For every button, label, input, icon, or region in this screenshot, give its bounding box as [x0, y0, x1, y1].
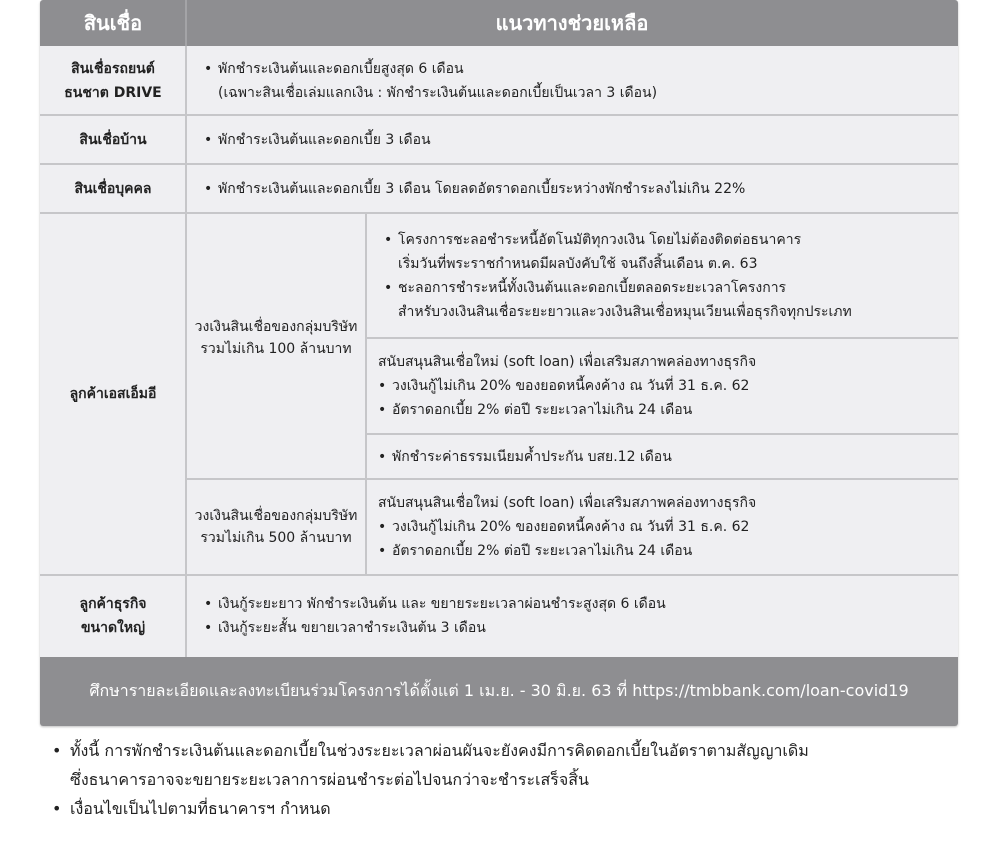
guideline-text: วงเงินกู้ไม่เกิน 20% ของยอดหนี้คงค้าง ณ วันที่ 31 ธ.ค. 62 — [392, 378, 750, 394]
category-line: สินเชื่อรถยนต์ — [71, 60, 155, 77]
header-loan: สินเชื่อ — [40, 0, 186, 46]
guideline-personal-loan — [186, 164, 958, 213]
category-line: ลูกค้าธุรกิจ — [79, 596, 147, 612]
category-personal-loan: สินเชื่อบุคคล — [40, 164, 186, 213]
bullet-icon: • — [378, 543, 387, 559]
bullet-icon: • — [378, 378, 387, 394]
note-text: ทั้งนี้ การพักชำระเงินต้นและดอกเบี้ยในช่วงระยะเวลาผ่อนผันจะยังคงมีการคิดดอกเบี้ยในอัตราตามสัญญาเดิม — [70, 741, 809, 760]
category-corporate — [40, 575, 186, 657]
bullet-icon: • — [204, 180, 213, 197]
guideline-text: พักชำระค่าธรรมเนียมค้ำประกัน บสย.12 เดือน — [392, 448, 672, 465]
guideline-text: เงินกู้ระยะยาว พักชำระเงินต้น และ ขยายระยะเวลาผ่อนชำระสูงสุด 6 เดือน — [218, 596, 666, 612]
guideline-text: สนับสนุนสินเชื่อใหม่ (soft loan) เพื่อเสริมสภาพคล่องทางธุรกิจ — [378, 354, 757, 370]
guideline-text: พักชำระเงินต้นและดอกเบี้ย 3 เดือน โดยลดอัตราดอกเบี้ยระหว่างพักชำระลงไม่เกิน 22% — [218, 180, 746, 197]
bullet-icon: • — [204, 131, 213, 148]
guideline-text: สนับสนุนสินเชื่อใหม่ (soft loan) เพื่อเสริมสภาพคล่องทางธุรกิจ — [378, 495, 757, 511]
registration-banner: ศึกษารายละเอียดและลงทะเบียนร่วมโครงการได้ตั้งแต่ 1 เม.ย. - 30 มิ.ย. 63 ที่ https://tmbbank.com/loan-covid19 — [40, 657, 958, 726]
guideline-text: สำหรับวงเงินสินเชื่อระยะยาวและวงเงินสินเชื่อหมุนเวียนเพื่อธุรกิจทุกประเภท — [398, 303, 852, 320]
group-label: รวมไม่เกิน 100 ล้านบาท — [200, 341, 352, 357]
sme-100m-debt-deferral — [366, 213, 958, 338]
guideline-car-loan — [186, 46, 958, 115]
guideline-text: อัตราดอกเบี้ย 2% ต่อปี ระยะเวลาไม่เกิน 24 เดือน — [392, 543, 693, 559]
category-line: ขนาดใหญ่ — [80, 620, 146, 636]
guideline-text: เริ่มวันที่พระราชกำหนดมีผลบังคับใช้ จนถึงสิ้นเดือน ต.ค. 63 — [398, 255, 758, 272]
bullet-icon: • — [378, 519, 387, 535]
bullet-icon: • — [52, 741, 62, 760]
guideline-text: โครงการชะลอชำระหนี้อัตโนมัติทุกวงเงิน โดยไม่ต้องติดต่อธนาคาร — [398, 231, 802, 248]
sme-100m-soft-loan — [366, 338, 958, 434]
bullet-icon: • — [204, 620, 213, 636]
loan-relief-table — [40, 0, 958, 726]
guideline-text: เงินกู้ระยะสั้น ขยายเวลาชำระเงินต้น 3 เดือน — [218, 620, 486, 636]
category-line: ธนชาต DRIVE — [64, 84, 162, 101]
guideline-text: พักชำระเงินต้นและดอกเบี้ยสูงสุด 6 เดือน — [218, 60, 464, 77]
bullet-icon: • — [378, 402, 387, 418]
sme-group-100m — [186, 213, 366, 479]
guideline-text: วงเงินกู้ไม่เกิน 20% ของยอดหนี้คงค้าง ณ วันที่ 31 ธ.ค. 62 — [392, 519, 750, 535]
guideline-text: อัตราดอกเบี้ย 2% ต่อปี ระยะเวลาไม่เกิน 24 เดือน — [392, 402, 693, 418]
guideline-corporate — [186, 575, 958, 657]
category-car-loan — [40, 46, 186, 115]
bullet-icon: • — [204, 596, 213, 612]
guideline-text: พักชำระเงินต้นและดอกเบี้ย 3 เดือน — [218, 131, 431, 148]
sme-100m-fee-deferral — [366, 434, 958, 479]
notes-list — [52, 736, 809, 823]
guideline-home-loan — [186, 115, 958, 164]
bullet-icon: • — [52, 799, 62, 818]
bullet-icon: • — [384, 231, 393, 248]
sme-500m-soft-loan — [366, 479, 958, 575]
group-label: วงเงินสินเชื่อของกลุ่มบริษัท — [194, 319, 358, 335]
guideline-text: (เฉพาะสินเชื่อเล่มแลกเงิน : พักชำระเงินต้นและดอกเบี้ยเป็นเวลา 3 เดือน) — [218, 84, 658, 101]
category-sme: ลูกค้าเอสเอ็มอี — [40, 213, 186, 575]
note-text: ซึ่งธนาคารอาจจะขยายระยะเวลาการผ่อนชำระต่อไปจนกว่าจะชำระเสร็จสิ้น — [70, 770, 589, 789]
category-home-loan: สินเชื่อบ้าน — [40, 115, 186, 164]
bullet-icon: • — [204, 60, 213, 77]
bullet-icon: • — [378, 448, 387, 465]
group-label: รวมไม่เกิน 500 ล้านบาท — [200, 530, 352, 546]
group-label: วงเงินสินเชื่อของกลุ่มบริษัท — [194, 508, 358, 524]
guideline-text: ชะลอการชำระหนี้ทั้งเงินต้นและดอกเบี้ยตลอดระยะเวลาโครงการ — [398, 279, 787, 296]
bullet-icon: • — [384, 279, 393, 296]
note-text: เงื่อนไขเป็นไปตามที่ธนาคารฯ กำหนด — [70, 799, 331, 818]
sme-group-500m — [186, 479, 366, 575]
header-guideline: แนวทางช่วยเหลือ — [186, 0, 958, 46]
